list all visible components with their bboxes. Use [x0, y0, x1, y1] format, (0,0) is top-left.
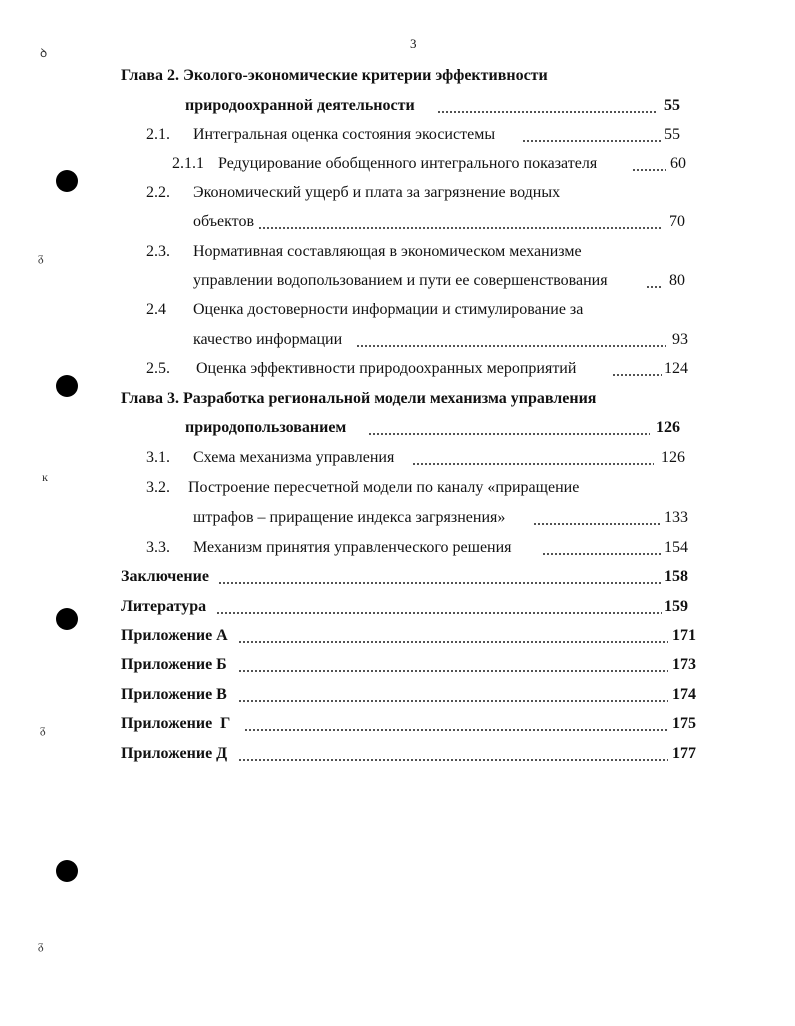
page-number: 3: [410, 36, 417, 51]
toc-title: Заключение: [121, 568, 209, 585]
toc-section-number: 2.4: [146, 301, 166, 318]
toc-page: 70: [669, 213, 685, 230]
toc-title: Редуцирование обобщенного интегрального показателя: [218, 155, 598, 172]
toc-title: Схема механизма управления: [193, 449, 395, 466]
leader-dots: [216, 597, 662, 617]
toc-chapter-heading: [185, 96, 415, 116]
toc-page: 124: [664, 360, 688, 377]
toc-page: 174: [672, 686, 696, 703]
toc-section-number: 2.2.: [146, 184, 170, 201]
leader-dots: [238, 655, 668, 675]
toc-page: 173: [672, 656, 696, 673]
toc-page: 158: [664, 568, 688, 585]
toc-page: 177: [672, 745, 696, 762]
scan-speck: ᵹ: [40, 722, 46, 736]
toc-section-number: 3.3.: [146, 539, 170, 556]
leader-dots: [368, 418, 650, 438]
scan-speck: ꝺ: [40, 46, 48, 60]
toc-title: природопользованием: [185, 419, 347, 436]
toc-page: 175: [672, 715, 696, 732]
toc-title: штрафов – приращение индекса загрязнения»: [193, 509, 506, 526]
toc-section-number: 2.1.1: [172, 155, 204, 172]
toc-title: Приложение А: [121, 627, 228, 644]
toc-title: Глава 3. Разработка региональной модели механизма управления: [121, 390, 597, 407]
toc-chapter-heading: [121, 66, 548, 86]
toc-title: Механизм принятия управленческого решения: [193, 539, 512, 556]
leader-dots: [412, 448, 654, 468]
leader-dots: [437, 96, 657, 116]
leader-dots: [533, 508, 661, 528]
toc-page: 55: [664, 97, 680, 114]
toc-title: природоохранной деятельности: [185, 97, 415, 114]
scan-speck: ᵹ: [38, 938, 44, 952]
scan-speck: ĸ: [42, 470, 48, 484]
toc-section-number: 2.5.: [146, 360, 170, 377]
toc-title: объектов: [193, 213, 255, 230]
punch-hole: [56, 860, 78, 882]
toc-title: Нормативная составляющая в экономическом механизме: [193, 243, 582, 260]
toc-title: Построение пересчетной модели по каналу «приращение: [188, 479, 580, 496]
punch-hole: [56, 608, 78, 630]
leader-dots: [542, 538, 662, 558]
toc-title: Глава 2. Эколого-экономические критерии эффективности: [121, 67, 548, 84]
toc-page: 55: [664, 126, 680, 143]
toc-page: 159: [664, 598, 688, 615]
toc-title: управлении водопользованием и пути ее совершенствования: [193, 272, 608, 289]
toc-section-number: 2.1.: [146, 126, 170, 143]
toc-title: Литература: [121, 598, 207, 615]
toc-page: 60: [670, 155, 686, 172]
leader-dots: [218, 567, 662, 587]
toc-page: 133: [664, 509, 688, 526]
toc-page: 171: [672, 627, 696, 644]
toc-page: 80: [669, 272, 685, 289]
leader-dots: [244, 714, 668, 734]
punch-hole: [56, 375, 78, 397]
toc-title: Приложение Б: [121, 656, 227, 673]
toc-title: качество информации: [193, 331, 343, 348]
toc-chapter-heading: [121, 389, 596, 409]
leader-dots: [258, 212, 662, 232]
toc-title: Оценка эффективности природоохранных мероприятий: [196, 360, 577, 377]
toc-title: Приложение Д: [121, 745, 228, 762]
leader-dots: [238, 626, 668, 646]
toc-title: Приложение В: [121, 686, 227, 703]
leader-dots: [356, 330, 666, 350]
toc-page: 126: [661, 449, 685, 466]
punch-hole: [56, 170, 78, 192]
toc-title: Приложение Г: [121, 715, 231, 732]
toc-title: Оценка достоверности информации и стимулирование за: [193, 301, 584, 318]
leader-dots: [238, 744, 668, 764]
leader-dots: [238, 685, 668, 705]
toc-section-number: 3.1.: [146, 449, 170, 466]
toc-page: 93: [672, 331, 688, 348]
toc-section-number: 3.2.: [146, 479, 170, 496]
toc-title: Экономический ущерб и плата за загрязнение водных: [193, 184, 561, 201]
toc-page: 126: [656, 419, 680, 436]
toc-chapter-heading: [185, 418, 346, 438]
toc-page: 154: [664, 539, 688, 556]
toc-section-number: 2.3.: [146, 243, 170, 260]
scan-speck: ᵹ: [38, 250, 44, 264]
toc-title: Интегральная оценка состояния экосистемы: [193, 126, 496, 143]
